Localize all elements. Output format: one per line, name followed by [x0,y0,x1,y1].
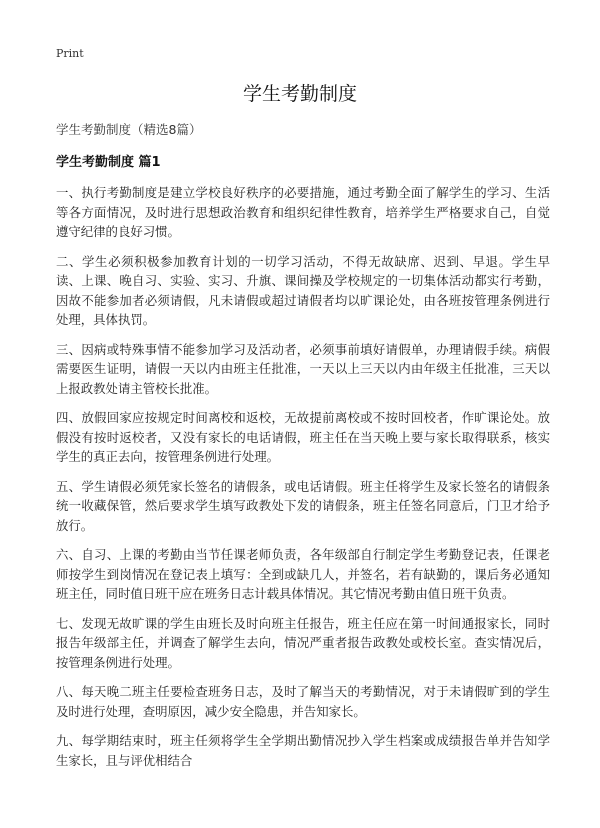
paragraph-6: 六、自习、上课的考勤由当节任课老师负责，各年级部自行制定学生考勤登记表，任课老师按学生到岗情况在登记表上填写：全到或缺几人，并签名，若有缺勤的，课后务必通知班主任，同时值日班干应在班务日志计载具体情况。其它情况考勤由值日班干负责。 [56,547,550,601]
paragraph-2: 二、学生必须积极参加教育计划的一切学习活动，不得无故缺席、迟到、早退。学生早读、上课、晚自习、实验、实习、升旗、课间操及学校规定的一切集体活动都实行考勤，因故不能参加者必须请假，凡未请假或超过请假者均以旷课论处，由各班按管理条例进行处理，具体执罚。 [56,253,550,327]
paragraph-4: 四、放假回家应按规定时间离校和返校，无故提前离校或不按时回校者，作旷课论处。放假没有按时返校者，又没有家长的电话请假，班主任在当天晚上要与家长取得联系，核实学生的真正去向，按管理条例进行处理。 [56,410,550,464]
paragraph-7: 七、发现无故旷课的学生由班长及时向班主任报告，班主任应在第一时间通报家长，同时报告年级部主任，并调查了解学生去向，情况严重者报告政教处或校长室。查实情况后，按管理条例进行处理。 [56,615,550,670]
paragraph-9: 九、每学期结束时，班主任须将学生全学期出勤情况抄入学生档案或成绩报告单并告知学生家长，且与评优相结合 [56,733,550,768]
document-subtitle: 学生考勤制度（精选8篇） [56,122,202,137]
paragraph-3: 三、因病或特殊事情不能参加学习及活动者，必须事前填好请假单，办理请假手续。病假需要医生证明，请假一天以内由班主任批准，一天以上三天以内由年级主任批准，三天以上报政教处请主管校长批准。 [56,341,550,396]
section-heading: 学生考勤制度 篇1 [56,155,161,170]
page-title: 学生考勤制度 [242,83,357,105]
paragraph-5: 五、学生请假必须凭家长签名的请假条，或电话请假。班主任将学生及家长签名的请假条统一收藏保管，然后要求学生填写政教处下发的请假条，班主任签名同意后，门卫才给予放行。 [56,478,550,533]
article-body [56,183,550,780]
paragraph-8: 八、每天晚二班主任要检查班务日志，及时了解当天的考勤情况，对于未请假旷到的学生及时进行处理，查明原因，减少安全隐患，并告知家长。 [56,684,550,719]
print-link[interactable]: Print [56,47,84,60]
paragraph-1: 一、执行考勤制度是建立学校良好秩序的必要措施，通过考勤全面了解学生的学习、生活等各方面情况，及时进行思想政治教育和组织纪律性教育，培养学生严格要求自己，自觉遵守纪律的良好习惯。 [56,185,550,239]
